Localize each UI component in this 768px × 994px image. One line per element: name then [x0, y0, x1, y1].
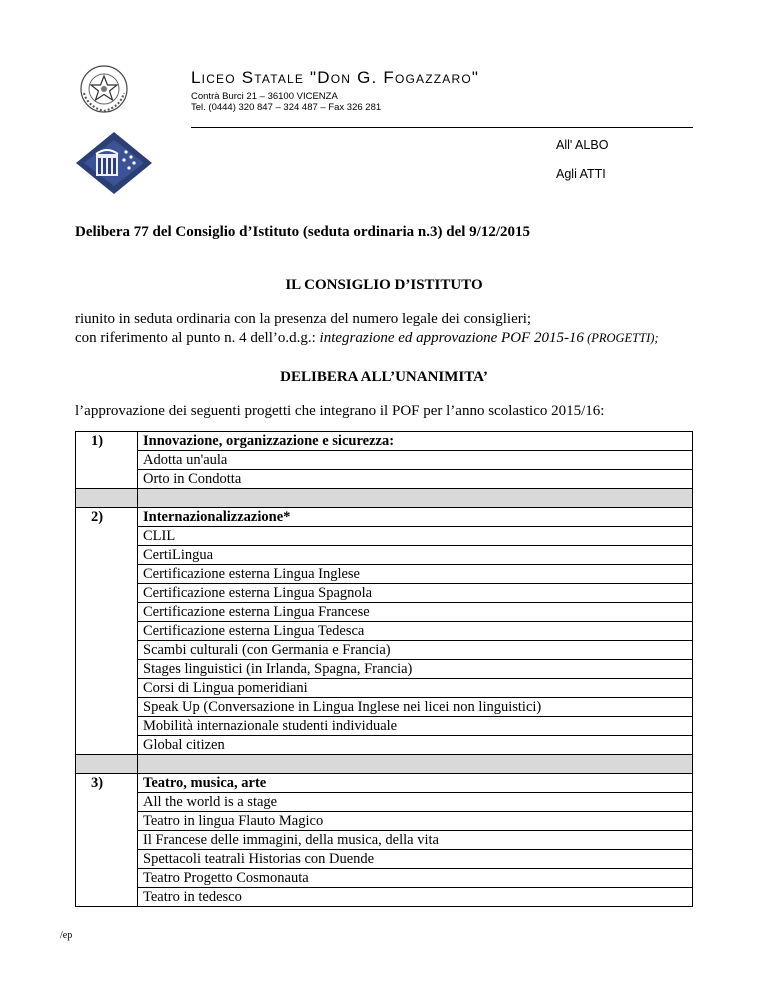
project-row — [76, 565, 693, 584]
project-row — [76, 622, 693, 641]
header-divider — [191, 127, 693, 128]
section-title: Innovazione, organizzazione e sicurezza: — [138, 432, 693, 451]
project-row — [76, 812, 693, 831]
intro-line-2 — [75, 329, 659, 348]
intro-line-2-italic: integrazione ed approvazione POF 2015-16 — [319, 330, 584, 346]
section-number: 1) — [76, 432, 138, 489]
project-name: Mobilità internazionale studenti individuale — [138, 717, 693, 736]
project-name: Certificazione esterna Lingua Tedesca — [138, 622, 693, 641]
project-row — [76, 603, 693, 622]
project-name: Il Francese delle immagini, della musica, della vita — [138, 831, 693, 850]
project-row — [76, 736, 693, 755]
section-number: 2) — [76, 508, 138, 755]
intro-line-1: riunito in seduta ordinaria con la presenza del numero legale dei consiglieri; — [75, 311, 532, 327]
document-subject: Delibera 77 del Consiglio d’Istituto (seduta ordinaria n.3) del 9/12/2015 — [75, 224, 531, 240]
project-name: Teatro Progetto Cosmonauta — [138, 869, 693, 888]
project-row — [76, 831, 693, 850]
recipient-albo: All' ALBO — [556, 138, 609, 152]
separator-row — [76, 755, 693, 774]
project-name: Corsi di Lingua pomeridiani — [138, 679, 693, 698]
intro-line-2-prefix: con riferimento al punto n. 4 dell’o.d.g.: — [75, 330, 320, 346]
school-logo — [74, 130, 154, 196]
heading-consiglio: IL CONSIGLIO D’ISTITUTO — [285, 277, 483, 293]
project-row — [76, 527, 693, 546]
project-name: Stages linguistici (in Irlanda, Spagna, Francia) — [138, 660, 693, 679]
phone-line: Tel. (0444) 320 847 – 324 487 – Fax 326 281 — [191, 102, 382, 113]
project-row — [76, 888, 693, 907]
project-row — [76, 698, 693, 717]
project-name: CertiLingua — [138, 546, 693, 565]
section-title: Teatro, musica, arte — [138, 774, 693, 793]
project-row — [76, 641, 693, 660]
project-name: Speak Up (Conversazione in Lingua Inglese nei licei non linguistici) — [138, 698, 693, 717]
project-name: Teatro in lingua Flauto Magico — [138, 812, 693, 831]
project-name: Orto in Condotta — [138, 470, 693, 489]
project-name: Certificazione esterna Lingua Inglese — [138, 565, 693, 584]
project-row — [76, 793, 693, 812]
project-row — [76, 679, 693, 698]
section-header-row — [76, 508, 693, 527]
approval-sentence: l’approvazione dei seguenti progetti che integrano il POF per l’anno scolastico 2015/16: — [75, 403, 605, 419]
school-address — [191, 91, 381, 113]
project-row — [76, 717, 693, 736]
republic-emblem — [78, 63, 130, 115]
project-name: Certificazione esterna Lingua Spagnola — [138, 584, 693, 603]
section-header-row — [76, 774, 693, 793]
project-name: CLIL — [138, 527, 693, 546]
project-name: Spettacoli teatrali Historias con Duende — [138, 850, 693, 869]
project-name: Adotta un'aula — [138, 451, 693, 470]
project-name: Scambi culturali (con Germania e Francia) — [138, 641, 693, 660]
project-name: Global citizen — [138, 736, 693, 755]
intro-line-2-small: (PROGETTI); — [583, 331, 659, 345]
project-name: Teatro in tedesco — [138, 888, 693, 907]
section-title: Internazionalizzazione* — [138, 508, 693, 527]
school-name: Liceo Statale "Don G. Fogazzaro" — [191, 68, 480, 87]
project-row — [76, 546, 693, 565]
project-row — [76, 584, 693, 603]
recipient-atti: Agli ATTI — [556, 167, 606, 181]
section-header-row — [76, 432, 693, 451]
project-row — [76, 451, 693, 470]
project-row — [76, 869, 693, 888]
section-number: 3) — [76, 774, 138, 907]
project-name: Certificazione esterna Lingua Francese — [138, 603, 693, 622]
address-line: Contrà Burci 21 – 36100 VICENZA — [191, 91, 338, 102]
intro-paragraph — [75, 310, 659, 348]
projects-table — [75, 431, 693, 907]
footer-initials: /ep — [60, 930, 73, 941]
separator-row — [76, 489, 693, 508]
project-name: All the world is a stage — [138, 793, 693, 812]
project-row — [76, 470, 693, 489]
heading-delibera: DELIBERA ALL’UNANIMITA’ — [280, 369, 488, 385]
project-row — [76, 660, 693, 679]
project-row — [76, 850, 693, 869]
